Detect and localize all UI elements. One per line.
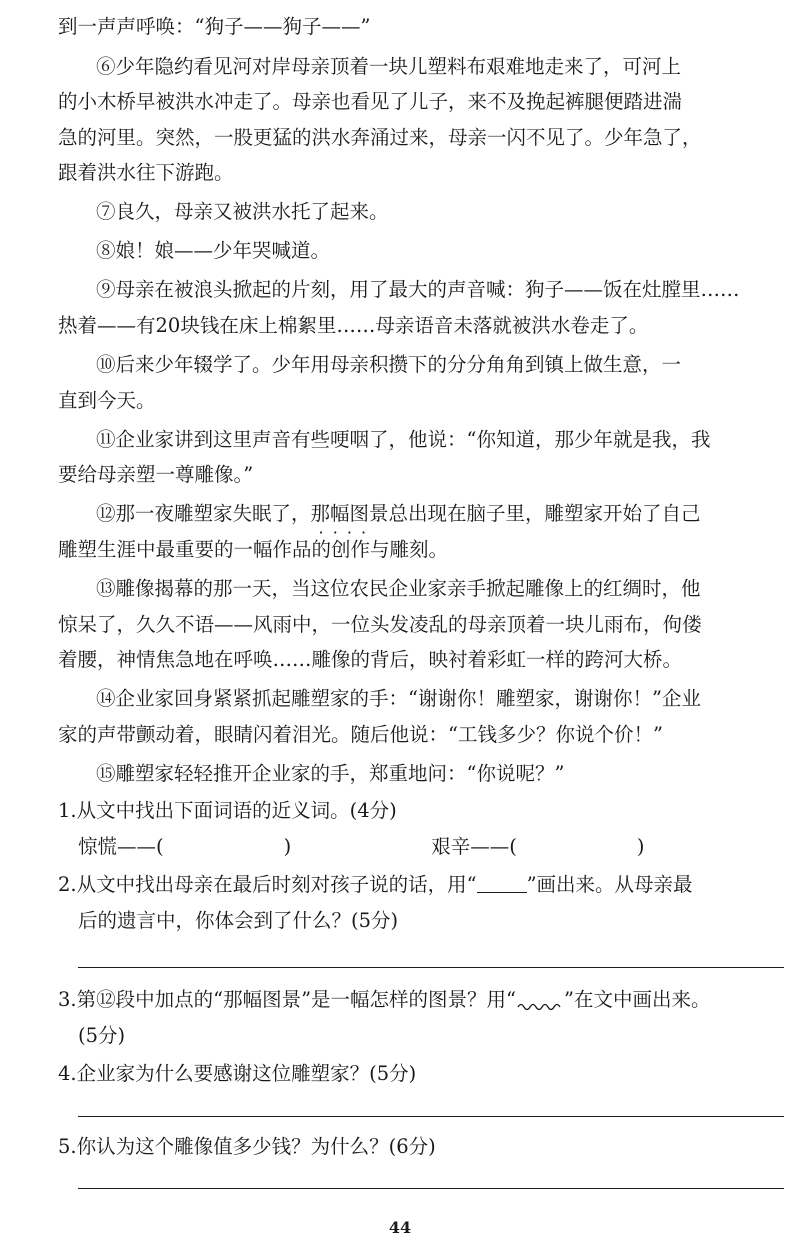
passage-text: ⑫那一夜雕塑家失眠了， [96, 502, 311, 525]
passage-text: 总出现在脑子里，雕塑家开始了自己 [388, 502, 701, 525]
question-5: 5.你认为这个雕像值多少钱？为什么？(6分) [58, 1135, 436, 1158]
page-number: 44 [388, 1218, 412, 1237]
passage-line: 热着——有20块钱在床上棉絮里……母亲语音未落就被洪水卷走了。 [58, 314, 649, 337]
question-3 [58, 985, 788, 1015]
passage-line: 急的河里。突然，一股更猛的洪水奔涌过来，母亲一闪不见了。少年急了， [58, 126, 702, 149]
passage-line: 要给母亲塑一尊雕像。” [58, 463, 254, 486]
passage-line: 的小木桥早被洪水冲走了。母亲也看见了儿子，来不及挽起裤腿便踏进湍 [58, 90, 683, 113]
answer-slot-2: 艰辛——( [431, 835, 517, 858]
paragraph-7: ⑦良久，母亲又被洪水托了起来。 [96, 200, 389, 223]
paragraph-11: ⑪企业家讲到这里声音有些哽咽了，他说：“你知道，那少年就是我，我 [96, 428, 711, 451]
straight-underline-mark [477, 874, 527, 893]
answer-line [78, 1188, 784, 1189]
passage-line: 家的声带颤动着，眼睛闪着泪光。随后他说：“工钱多少？你说个价！” [58, 723, 663, 746]
question-text: 2.从文中找出母亲在最后时刻对孩子说的话，用“ [58, 873, 477, 896]
question-2 [58, 870, 788, 900]
question-3-cont: (5分) [78, 1024, 126, 1047]
answer-line [78, 1116, 784, 1117]
close-paren: ) [636, 835, 645, 858]
question-1-answers [78, 832, 800, 862]
paragraph-15: ⑮雕塑家轻轻推开企业家的手，郑重地问：“你说呢？” [96, 762, 565, 785]
answer-line [78, 967, 784, 968]
passage-line: 雕塑生涯中最重要的一幅作品的创作与雕刻。 [58, 538, 449, 561]
paragraph-10: ⑩后来少年辍学了。少年用母亲积攒下的分分角角到镇上做生意，一 [96, 353, 682, 376]
paragraph-14: ⑭企业家回身紧紧抓起雕塑家的手：“谢谢你！雕塑家，谢谢你！”企业 [96, 687, 701, 710]
paragraph-8: ⑧娘！娘——少年哭喊道。 [96, 239, 331, 262]
passage-line: 直到今天。 [58, 389, 156, 412]
question-text: ”在文中画出来。 [564, 988, 711, 1011]
answer-slot-1: 惊慌——( [78, 835, 164, 858]
paragraph-13: ⑬雕像揭幕的那一天，当这位农民企业家亲手掀起雕像上的红绸时，他 [96, 577, 701, 600]
passage-line: 到一声声呼唤：“狗子——狗子——” [58, 15, 371, 38]
paragraph-12 [96, 499, 800, 529]
question-text: 3.第⑫段中加点的“那幅图景”是一幅怎样的图景？用“ [58, 988, 517, 1011]
question-text: ”画出来。从母亲最 [526, 873, 693, 896]
dotted-phrase: 那幅图景 · · · · [311, 502, 389, 525]
passage-line: 跟着洪水往下游跑。 [58, 161, 234, 184]
question-2-cont: 后的遗言中，你体会到了什么？(5分) [78, 909, 399, 932]
passage-line: 着腰，神情焦急地在呼唤……雕像的背后，映衬着彩虹一样的跨河大桥。 [58, 648, 683, 671]
paragraph-6: ⑥少年隐约看见河对岸母亲顶着一块儿塑料布艰难地走来了，可河上 [96, 55, 682, 78]
question-4: 4.企业家为什么要感谢这位雕塑家？(5分) [58, 1062, 417, 1085]
close-paren: ) [283, 835, 292, 858]
paragraph-9: ⑨母亲在被浪头掀起的片刻，用了最大的声音喊：狗子——饭在灶膛里…… [96, 278, 740, 301]
wavy-underline-mark [516, 998, 564, 1012]
question-1: 1.从文中找出下面词语的近义词。(4分) [58, 799, 397, 822]
passage-line: 惊呆了，久久不语——风雨中，一位头发凌乱的母亲顶着一块儿雨布，佝偻 [58, 613, 702, 636]
